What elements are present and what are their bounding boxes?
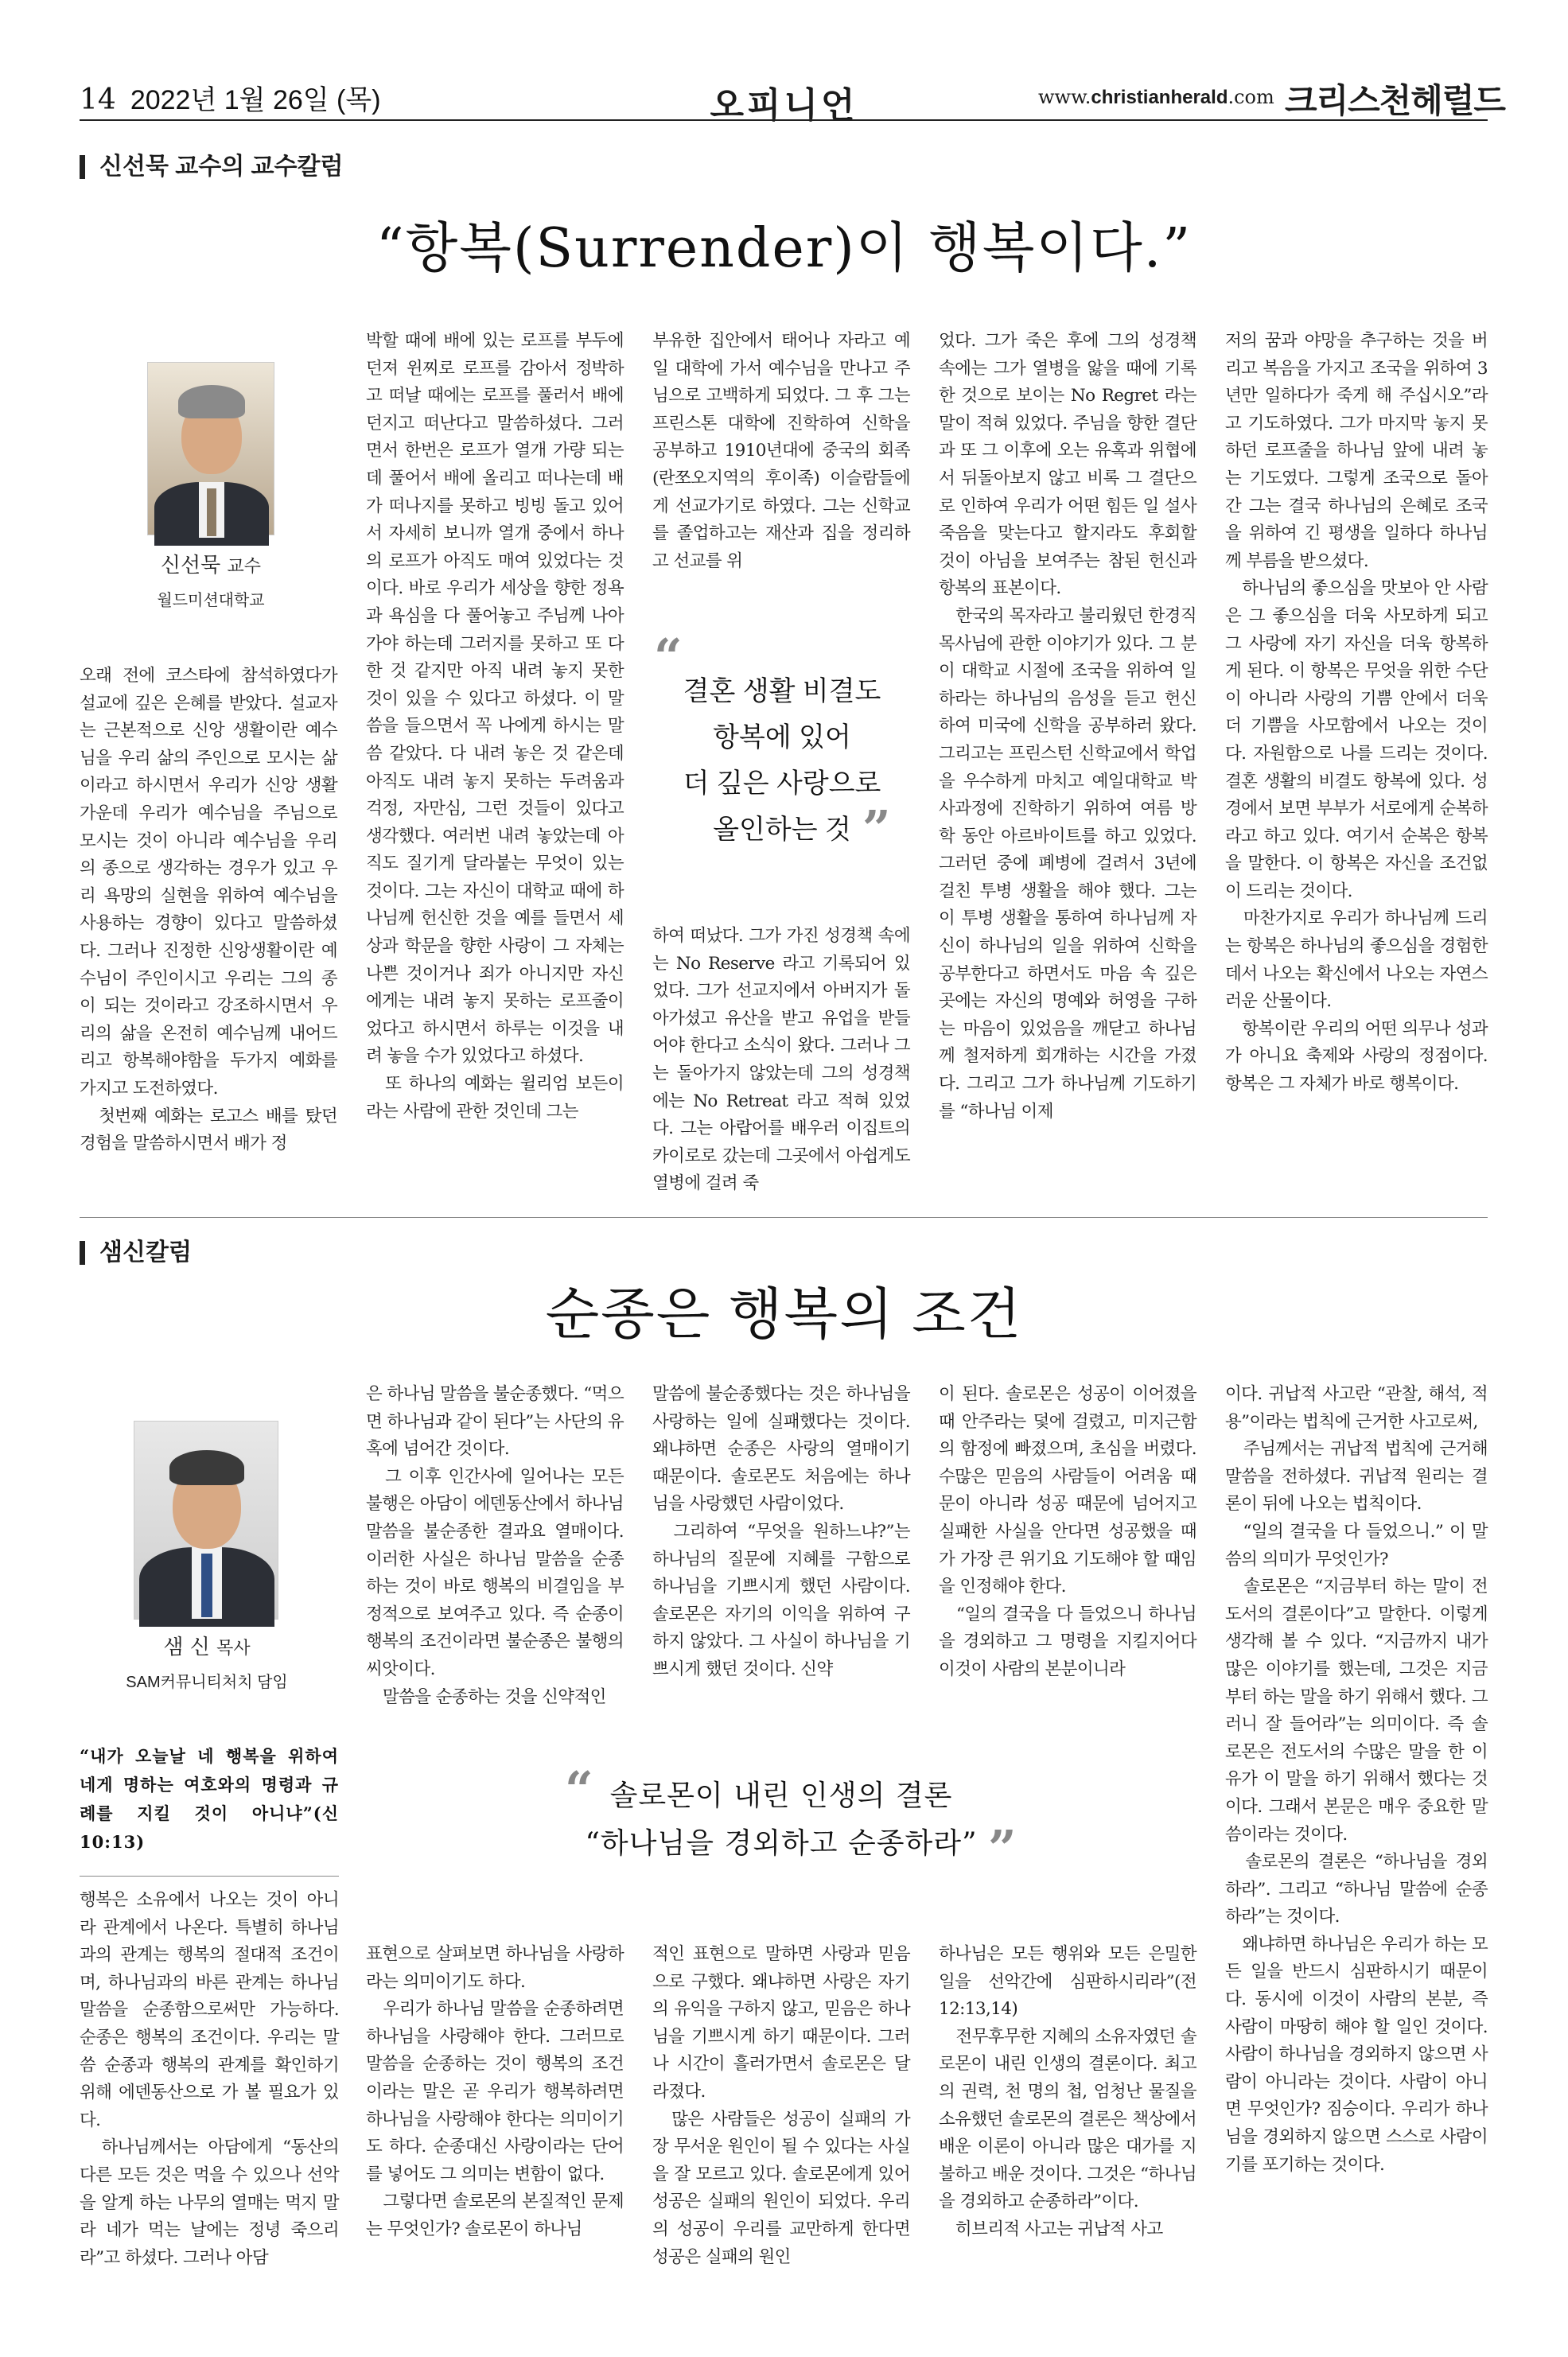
article1-column-3-top: 부유한 집안에서 태어나 자라고 예일 대학에 가서 예수님을 만나고 주님으로 고백하게 되었다. 그 후 그는 프린스톤 대학에 진학하여 신학을 공부하고 1910년대에 중국의 회족(란쪼오지역의 후이족) 이슬람들에게 선교가기로 하였다. 그는 신학교를 졸업하고는 재산과 집을 정리하고 선교를 위 xyxy=(652,331,910,571)
article1-column-4: 었다. 그가 죽은 후에 그의 성경책 속에는 그가 열병을 앓을 때에 기록한 것으로 보이는 No Regret 라는 말이 적혀 있었다. 주님을 향한 결단과 또 그 이후에 오는 유혹과 위협에서 뒤돌아보지 않고 비록 그 결단으로 인하여 우리가 어떤 힘든 일 설사 죽음을 맞는다고 할지라도 후회할 것이 아님을 보여주는 참된 헌신과 항복의 표본이다. 한국의 목자라고 불리웠던 한경직 목사님에 관한 이야기가 있다. 그 분이 대학교 시절에 조국을 위하여 일하라는 하나님의 음성을 듣고 헌신하여 미국에 신학을 공부하러 왔다. 그리고는 프린스턴 신학교에서 학업을 우수하게 마치고 예일대학교 박사과정에 진학하기 위하여 여름 방학 동안 아르바이트를 하고 있었다. 그러던 중에 폐병에 걸려서 3년에 걸친 투병 생활을 해야 했다. 그는 이 투병 생활을 통하여 하나님께 자신이 하나님의 일을 위하여 신학을 공부한다고 하면서도 마음 속 깊은 곳에는 자신의 명예와 허영을 구하는 마음이 있었음을 깨닫고 하나님께 철저하게 회개하는 시간을 가졌다. 그리고 그가 하나님께 기도하기를 “하나님 이제 xyxy=(939,331,1196,1122)
close-quote-icon: ” xyxy=(862,799,891,858)
author-name: 신선묵 xyxy=(160,554,221,578)
pull-quote-line: 더 깊은 사랑으로 xyxy=(683,768,881,799)
article1-column-3-bottom: 하여 떠났다. 그가 가진 성경책 속에는 No Reserve 라고 기록되어 있었다. 그가 선교지에서 아버지가 돌아가셨고 유산을 받고 유업을 받들어야 한다고 소식이 왔다. 그러나 그는 돌아가지 않았는데 그의 성경책에는 No Retreat 라고 적혀 있었다. 그는 아랍어를 배우러 이집트의 카이로로 갔는데 그곳에서 아쉽게도 열병에 걸려 죽 xyxy=(652,926,910,1194)
url-suffix: .com xyxy=(1228,86,1274,108)
article2-column-3-bottom: 적인 표현으로 말하면 사랑과 믿음으로 구했다. 왜냐하면 사랑은 자기의 유익을 구하지 않고, 믿음은 하나님을 기쁘시게 하기 때문이다. 그러나 시간이 흘러가면서 솔로몬은 달라졌다. 많은 사람들은 성공이 실패의 가장 무서운 원인이 될 수 있다는 사실을 잘 모르고 있다. 솔로몬에게 있어 성공은 실패의 원인이 되었다. 우리의 성공이 우리를 교만하게 한다면 성공은 실패의 원인 xyxy=(652,1944,910,2267)
masthead-rule xyxy=(80,119,1488,121)
newspaper-logo: 크리스천헤럴드 xyxy=(1285,82,1506,119)
article2-column-2-bottom: 표현으로 살펴보면 하나님을 사랑하라는 의미이기도 하다. 우리가 하나님 말씀을 순종하려면 하나님을 사랑해야 한다. 그러므로 말씀을 순종하는 것이 행복의 조건이라는 말은 곧 우리가 행복하려면 하나님을 사랑해야 한다는 의미이기도 하다. 순종대신 사랑이라는 단어를 넣어도 그 의미는 변함이 없다. 그렇다면 솔로몬의 본질적인 문제는 무엇인가? 솔로몬이 하나님 xyxy=(366,1944,624,2239)
article2-column-2-top: 은 하나님 말씀을 불순종했다. “먹으면 하나님과 같이 된다”는 사단의 유혹에 넘어간 것이다. 그 이후 인간사에 일어나는 모든 불행은 아담이 에덴동산에서 하나님 말씀을 불순종한 결과요 열매이다. 이러한 사실은 하나님 말씀을 순종하는 것이 바로 행복의 비결임을 부정적으로 보여주고 있다. 즉 순종이 행복의 조건이라면 불순종은 불행의 씨앗이다. 말씀을 순종하는 것을 신약적인 xyxy=(366,1384,624,1707)
open-quote-icon: “ xyxy=(565,1760,593,1818)
verse-divider xyxy=(80,1876,339,1877)
pull-quote-line: 올인하는 것 xyxy=(713,815,851,845)
author-photo-shin-sunmook xyxy=(147,362,274,535)
author2-byline xyxy=(95,1631,318,1660)
site-url[interactable] xyxy=(1038,86,1274,109)
article1-column-2: 박할 때에 배에 있는 로프를 부두에 던져 윈찌로 로프를 감아서 정박하고 떠날 때에는 로프를 풀러서 배에 던지고 떠난다고 말씀하셨다. 그러면서 한번은 로프가 열개 가량 되는데 풀어서 배에 올리고 떠나는데 배가 떠나지를 못하고 빙빙 돌고 있어서 자세히 보니까 열개 중에서 하나의 로프가 아직도 매여 있었다는 것이다. 바로 우리가 세상을 향한 정욕과 욕심을 다 풀어놓고 주님께 나아가야 하는데 그러지를 못하고 또 다한 것 같지만 아직 내려 놓지 못한 것이 있을 수 있다고 하셨다. 이 말씀을 들으면서 꼭 나에게 하시는 말씀 같았다. 다 내려 놓은 것 같은데 아직도 내려 놓지 못하는 두려움과 걱정, 자만심, 그런 것들이 있다고 생각했다. 여러번 내려 놓았는데 아직도 질기게 달라붙는 무엇이 있는 것이다. 그는 자신이 대학교 때에 하나님께 헌신한 것을 예를 들면서 세상과 학문을 향한 사랑이 그 자체는 나쁜 것이거나 죄가 아니지만 자신에게는 내려 놓지 못하는 로프줄이 었다고 하시면서 하루는 이것을 내려 놓을 수가 있었다고 하셨다. 또 하나의 예화는 윌리엄 보든이라는 사람에 관한 것인데 그는 xyxy=(366,331,624,1122)
author-affiliation: 월드미션대학교 xyxy=(157,592,265,609)
article2-column-5: 이다. 귀납적 사고란 “관찰, 해석, 적용”이라는 법칙에 근거한 사고로써, 주님께서는 귀납적 법칙에 근거해 말씀을 전하셨다. 귀납적 원리는 결론이 뒤에 나오는 법칙이다. “일의 결국을 다 들었으니.” 이 말씀의 의미가 무엇인가? 솔로몬은 “지금부터 하는 말이 전도서의 결론이다”고 말한다. 이렇게 생각해 볼 수 있다. “지금까지 내가 많은 이야기를 했는데, 그것은 지금부터 하는 말을 하기 위해서 했다. 그러니 잘 들어라”는 의미이다. 즉 솔로몬은 전도서의 수많은 말을 한 이유가 이 말을 하기 위해서 했다는 것이다. 그래서 본문은 매우 중요한 말씀이라는 것이다. 솔로몬의 결론은 “하나님을 경외하라”. 그리고 “하나님 말씀에 순종하라”는 것이다. 왜냐하면 하나님은 우리가 하는 모든 일을 반드시 심판하시기 때문이다. 동시에 이것이 사람의 본분, 즉 사람이 마땅히 해야 할 일인 것이다. 사람이 하나님을 경외하지 않으면 사람이 아니라는 것이다. 사람이 아니면 무엇인가? 짐승이다. 우리가 하나님을 경외하지 않으면 스스로 사람이기를 포기하는 것이다. xyxy=(1225,1384,1488,2175)
article2-pull-quote xyxy=(366,1760,1196,1893)
section-label-professor-column: 신선묵 교수의 교수칼럼 xyxy=(80,155,343,179)
url-brand: christianherald xyxy=(1091,87,1228,108)
article2-column-3-top: 말씀에 불순종했다는 것은 하나님을 사랑하는 일에 실패했다는 것이다. 왜냐하면 순종은 사랑의 열매이기 때문이다. 솔로몬도 처음에는 하나님을 사랑했던 사람이었다. 그리하여 “무엇을 원하느냐?”는 하나님의 질문에 지혜를 구함으로 하나님을 기쁘시게 했던 사람이다. 솔로몬은 자기의 이익을 위하여 구하지 않았다. 그 사실이 하나님을 기쁘시게 했던 것이다. 신약 xyxy=(652,1384,910,1679)
issue-date: 2022년 1월 26일 (목) xyxy=(130,85,381,115)
pull-quote2-line: “하나님을 경외하고 순종하라” xyxy=(585,1827,978,1860)
page-number: 14 xyxy=(80,84,116,116)
pull-quote2-text xyxy=(366,1760,1196,1877)
article2-title: 순종은 행복의 조건 xyxy=(545,1283,1023,1345)
article1-column-1: 오래 전에 코스타에 참석하였다가 설교에 깊은 은혜를 받았다. 설교자는 근본적으로 신앙 생활이란 예수님을 우리 삶의 주인으로 모시는 삶이라고 하시면서 우리가 신앙 생활 가운데 우리가 예수님을 주님으로 모시는 것이 아니라 예수님을 우리의 종으로 생각하는 경우가 있고 우리 욕망의 실현을 위하여 예수님을 사용하는 경향이 있다고 말씀하셨다. 그러나 진정한 신앙생활이란 예수님이 주인이시고 우리는 그의 종이 되는 것이라고 강조하시면서 우리의 삶을 온전히 예수님께 내어드리고 항복해야함을 두가지 예화를 가지고 도전하였다. 첫번째 예화는 로고스 배를 탔던 경험을 말씀하시면서 배가 정 xyxy=(80,666,337,1154)
author-title: 교수 xyxy=(227,557,262,577)
pull-quote-line: 결혼 생활 비결도 xyxy=(683,676,881,706)
open-quote-icon: “ xyxy=(654,628,683,686)
pull-quote-line: 항복에 있어 xyxy=(713,722,851,753)
url-prefix: www. xyxy=(1038,86,1091,108)
article2-column-4-bottom: 하나님은 모든 행위와 모든 은밀한 일을 선악간에 심판하시리라”(전12:13,14) 전무후무한 지혜의 소유자였던 솔로몬이 내린 인생의 결론이다. 최고의 권력, 천 명의 첩, 엄청난 물질을 소유했던 솔로몬의 결론은 책상에서 배운 이론이 아니라 많은 대가를 지불하고 배운 것이다. 그것은 “하나님을 경외하고 순종하라”이다. 히브리적 사고는 귀납적 사고 xyxy=(939,1944,1196,2239)
pull-quote2-line: 솔로몬이 내린 인생의 결론 xyxy=(609,1779,953,1812)
article1-column-5: 저의 꿈과 야망을 추구하는 것을 버리고 복음을 가지고 조국을 위하여 3년만 일하다가 죽게 해 주십시오”라고 기도하였다. 그가 마지막 놓지 못하던 로프줄을 하나님 앞에 내려 놓는 기도였다. 그렇게 조국으로 돌아간 그는 결국 하나님의 은혜로 조국을 위하여 긴 평생을 일하다 하나님께 부름을 받으셨다. 하나님의 좋으심을 맛보아 안 사람은 그 좋으심을 더욱 사모하게 되고 그 사랑에 자기 자신을 더욱 항복하게 된다. 이 항복은 무엇을 위한 수단이 아니라 사랑의 기쁨 안에서 더욱 더 기쁨을 사모함에서 나오는 것이다. 자원함으로 나를 드리는 것이다. 결혼 생활의 비결도 항복에 있다. 성경에서 보면 부부가 서로에게 순복하라고 하고 있다. 여기서 순복은 항복을 말한다. 이 항복은 자신을 조건없이 드리는 것이다. 마찬가지로 우리가 하나님께 드리는 항복은 하나님의 좋으심을 경험한데서 나오는 확신에서 나오는 자연스러운 산물이다. 항복이란 우리의 어떤 의무나 성과가 아니요 축제와 사랑의 정점이다. 항복은 그 자체가 바로 행복이다. xyxy=(1225,331,1488,1095)
article2-column-1: 행복은 소유에서 나오는 것이 아니라 관계에서 나온다. 특별히 하나님과의 관계는 행복의 절대적 조건이며, 하나님과의 바른 관계는 하나님 말씀을 순종함으로써만 가능하다. 순종은 행복의 조건이다. 우리는 말씀 순종과 행복의 관계를 확인하기 위해 에덴동산으로 가 볼 필요가 있다. 하나님께서는 아담에게 “동산의 다른 모든 것은 먹을 수 있으나 선악을 알게 하는 나무의 열매는 먹지 말라 네가 먹는 날에는 정녕 죽으리라”고 하셨다. 그러나 아담 xyxy=(80,1890,339,2268)
article2-column-4-top: 이 된다. 솔로몬은 성공이 이어졌을 때 안주라는 덫에 걸렸고, 미지근함의 함정에 빠졌으며, 초심을 버렸다. 수많은 믿음의 사람들이 어려움 때문이 아니라 성공 때문에 넘어지고 실패한 사실을 안다면 성공했을 때가 가장 큰 위기요 기도해야 할 때임을 인정해야 한다. “일의 결국을 다 들었으니 하나님을 경외하고 그 명령을 지킬지어다 이것이 사람의 본분이니라 xyxy=(939,1384,1196,1679)
author2-title: 목사 xyxy=(216,1639,251,1659)
section-name: 오피니언 xyxy=(710,86,858,125)
section-label-sam-shin-column: 샘신칼럼 xyxy=(80,1241,192,1265)
author2-affiliation: SAM커뮤니티처치 담임 xyxy=(126,1674,288,1691)
article-divider xyxy=(80,1217,1488,1218)
article1-title: “항복(Surrender)이 행복이다.” xyxy=(375,217,1193,280)
author-byline xyxy=(111,549,310,578)
close-quote-icon: ” xyxy=(988,1819,1017,1877)
scripture-verse: “내가 오늘날 네 행복을 위하여 네게 명하는 여호와의 명령과 규례를 지킬 것이 아니냐”(신10:13) xyxy=(80,1746,339,1852)
author2-name: 샘 신 xyxy=(163,1636,210,1659)
article1-pull-quote xyxy=(654,628,910,859)
author-photo-sam-shin xyxy=(134,1421,278,1620)
